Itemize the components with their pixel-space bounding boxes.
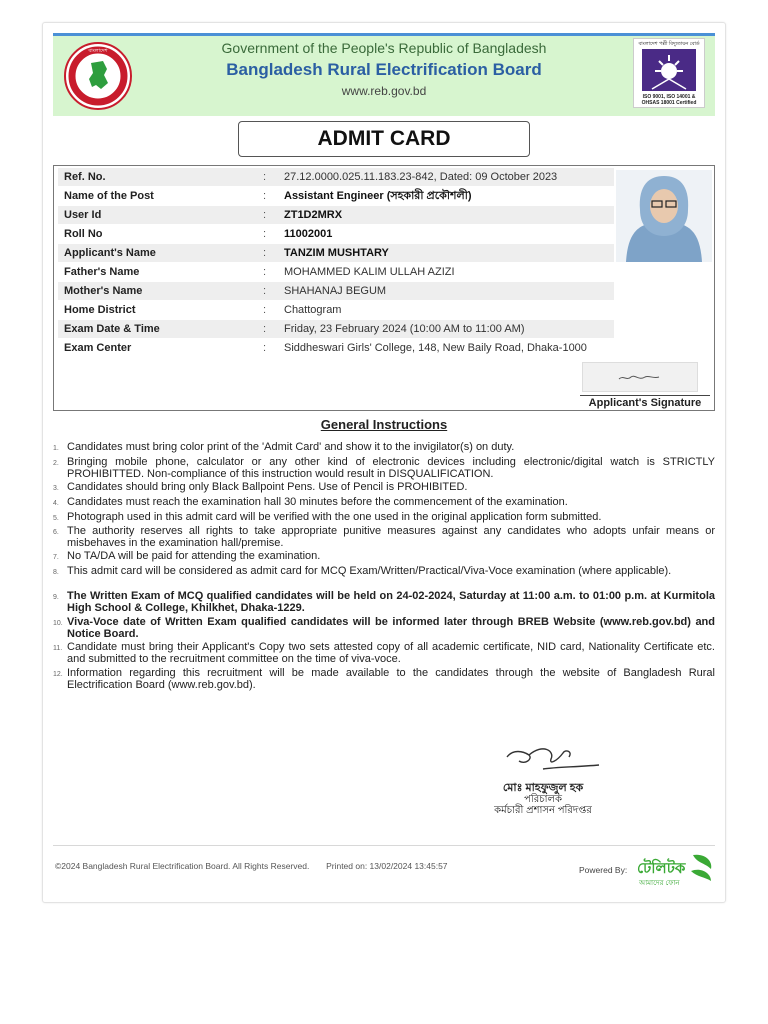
field-label: Ref. No. bbox=[64, 171, 106, 183]
instruction-text: Candidates must reach the examination hall 30 minutes before the commencement of the examination. bbox=[67, 496, 568, 508]
authority-department: কর্মচারী প্রশাসন পরিদপ্তর bbox=[494, 805, 592, 816]
field-row bbox=[58, 225, 614, 243]
field-row bbox=[58, 206, 614, 224]
teletalk-tagline: আমাদের ফোন bbox=[639, 880, 680, 887]
field-row bbox=[58, 339, 614, 357]
signature-scribble-icon bbox=[583, 363, 699, 393]
field-label: Roll No bbox=[64, 228, 103, 240]
instruction-text: Information regarding this recruitment will be made available to the candidates through the website of Bangladesh Rural Electrification Board (www.reb.gov.bd). bbox=[67, 667, 715, 691]
field-label: Home District bbox=[64, 304, 136, 316]
footer-copyright-line bbox=[55, 861, 448, 871]
instruction-text: Viva-Voce date of Written Exam qualified candidates will be informed later through BREB Website (www.reb.gov.bd) and Notice Board. bbox=[67, 616, 715, 640]
field-row bbox=[58, 168, 614, 186]
admit-card-title: ADMIT CARD bbox=[238, 121, 530, 157]
instruction-text: Bringing mobile phone, calculator or any other kind of electronic devices including electronic/digital watch is STRICTLY PROHIBITTED. Non-compliance of this instruction would result in DISQUALIFICATION. bbox=[67, 456, 715, 480]
instruction-number: 1. bbox=[53, 445, 59, 452]
field-colon: : bbox=[263, 266, 267, 278]
field-row bbox=[58, 320, 614, 338]
authority-name: মোঃ মাহফুজুল হক bbox=[502, 782, 584, 794]
instruction-text: The authority reserves all rights to take appropriate punitive measures against any candidates who adopts unfair means or misbehaves in the examination hall/premise. bbox=[67, 525, 715, 549]
applicant-signature-image bbox=[582, 362, 698, 392]
field-row bbox=[58, 263, 614, 281]
field-row bbox=[58, 301, 614, 319]
instruction-number: 12. bbox=[53, 671, 63, 678]
breb-logo-bangla-text: বাংলাদেশ পল্লী বিদ্যুতায়ন বোর্ড bbox=[638, 41, 700, 47]
field-label: User Id bbox=[64, 209, 102, 221]
field-value: Chattogram bbox=[284, 304, 342, 316]
instruction-number: 8. bbox=[53, 569, 59, 576]
field-value: MOHAMMED KALIM ULLAH AZIZI bbox=[284, 266, 455, 278]
field-label: Exam Date & Time bbox=[64, 323, 160, 335]
field-value: SHAHANAJ BEGUM bbox=[284, 285, 387, 297]
field-row bbox=[58, 187, 614, 205]
instruction-number: 5. bbox=[53, 515, 59, 522]
header-banner bbox=[53, 33, 715, 116]
field-value: Siddheswari Girls' College, 148, New Baily Road, Dhaka-1000 bbox=[284, 342, 587, 354]
website-link[interactable]: www.reb.gov.bd bbox=[341, 84, 427, 98]
instruction-text: The Written Exam of MCQ qualified candidates will be held on 24-02-2024, Saturday at 11:00 a.m. to 01:00 p.m. at Kurmitola High School & College, Khilkhet, Dhaka-1229. bbox=[67, 590, 715, 614]
field-colon: : bbox=[263, 285, 267, 297]
board-title: Bangladesh Rural Electrification Board bbox=[226, 60, 542, 79]
instruction-number: 7. bbox=[53, 554, 59, 561]
field-colon: : bbox=[263, 304, 267, 316]
field-label: Exam Center bbox=[64, 342, 132, 354]
field-label: Applicant's Name bbox=[64, 247, 156, 259]
field-colon: : bbox=[263, 171, 267, 183]
field-label: Mother's Name bbox=[64, 285, 143, 297]
field-value: ZT1D2MRX bbox=[284, 209, 343, 221]
printed-on-text: Printed on: 13/02/2024 13:45:57 bbox=[326, 861, 448, 871]
applicant-signature-label: Applicant's Signature bbox=[580, 395, 710, 409]
field-colon: : bbox=[263, 190, 267, 202]
copyright-text: ©2024 Bangladesh Rural Electrification Board. All Rights Reserved. bbox=[55, 861, 310, 871]
powered-by-label: Powered By: bbox=[579, 865, 628, 875]
teletalk-logo bbox=[635, 851, 715, 891]
field-value: 27.12.0000.025.11.183.23-842, Dated: 09 October 2023 bbox=[284, 171, 558, 183]
field-colon: : bbox=[263, 247, 267, 259]
applicant-photo bbox=[616, 170, 712, 262]
instruction-number: 6. bbox=[53, 529, 59, 536]
instruction-number: 3. bbox=[53, 485, 59, 492]
iso-caption: ISO 9001, ISO 14001 & OHSAS 18001 Certified bbox=[641, 94, 697, 106]
government-title: Government of the People's Republic of Bangladesh bbox=[221, 40, 547, 56]
field-value: 11002001 bbox=[284, 228, 333, 240]
instruction-text: Candidates must bring color print of the 'Admit Card' and show it to the invigilator(s) on duty. bbox=[67, 441, 515, 453]
authority-designation: পরিচালক bbox=[524, 794, 562, 805]
instruction-number: 10. bbox=[53, 620, 63, 627]
field-colon: : bbox=[263, 228, 267, 240]
field-row bbox=[58, 244, 614, 262]
instruction-text: Photograph used in this admit card will be verified with the one used in the original application form submitted. bbox=[67, 511, 602, 523]
field-colon: : bbox=[263, 209, 267, 221]
field-row bbox=[58, 282, 614, 300]
breb-iso-logo bbox=[633, 38, 705, 108]
applicant-info-table bbox=[53, 165, 715, 411]
field-label: Father's Name bbox=[64, 266, 140, 278]
teletalk-brand-text: টেলিটক bbox=[637, 860, 686, 877]
admit-card bbox=[42, 22, 726, 903]
instruction-text: Candidates should bring only Black Ballpoint Pens. Use of Pencil is PROHIBITED. bbox=[67, 481, 468, 493]
svg-text:বাংলাদেশ: বাংলাদেশ bbox=[88, 48, 108, 54]
field-value: Friday, 23 February 2024 (10:00 AM to 11:00 AM) bbox=[284, 323, 525, 335]
instruction-text: Candidate must bring their Applicant's Copy two sets attested copy of all academic certificate, NID card, Nationality Certificate etc. and submitted to the recruitment committee on the time of viva-voce. bbox=[67, 641, 715, 665]
instruction-text: No TA/DA will be paid for attending the examination. bbox=[67, 550, 321, 562]
instruction-number: 4. bbox=[53, 500, 59, 507]
instructions-title: General Instructions bbox=[320, 417, 448, 432]
footer-divider bbox=[53, 845, 715, 846]
field-colon: : bbox=[263, 323, 267, 335]
field-value: TANZIM MUSHTARY bbox=[284, 247, 389, 259]
field-colon: : bbox=[263, 342, 267, 354]
field-value: Assistant Engineer (সহকারী প্রকৌশলী) bbox=[284, 190, 472, 202]
instruction-number: 11. bbox=[53, 645, 63, 652]
field-label: Name of the Post bbox=[64, 190, 154, 202]
instruction-text: This admit card will be considered as admit card for MCQ Exam/Written/Practical/Viva-Voce examination (where applicable). bbox=[67, 565, 672, 577]
breb-emblem-icon bbox=[642, 49, 696, 91]
authority-signature-icon bbox=[503, 739, 603, 779]
instruction-number: 2. bbox=[53, 460, 59, 467]
instruction-number: 9. bbox=[53, 594, 59, 601]
